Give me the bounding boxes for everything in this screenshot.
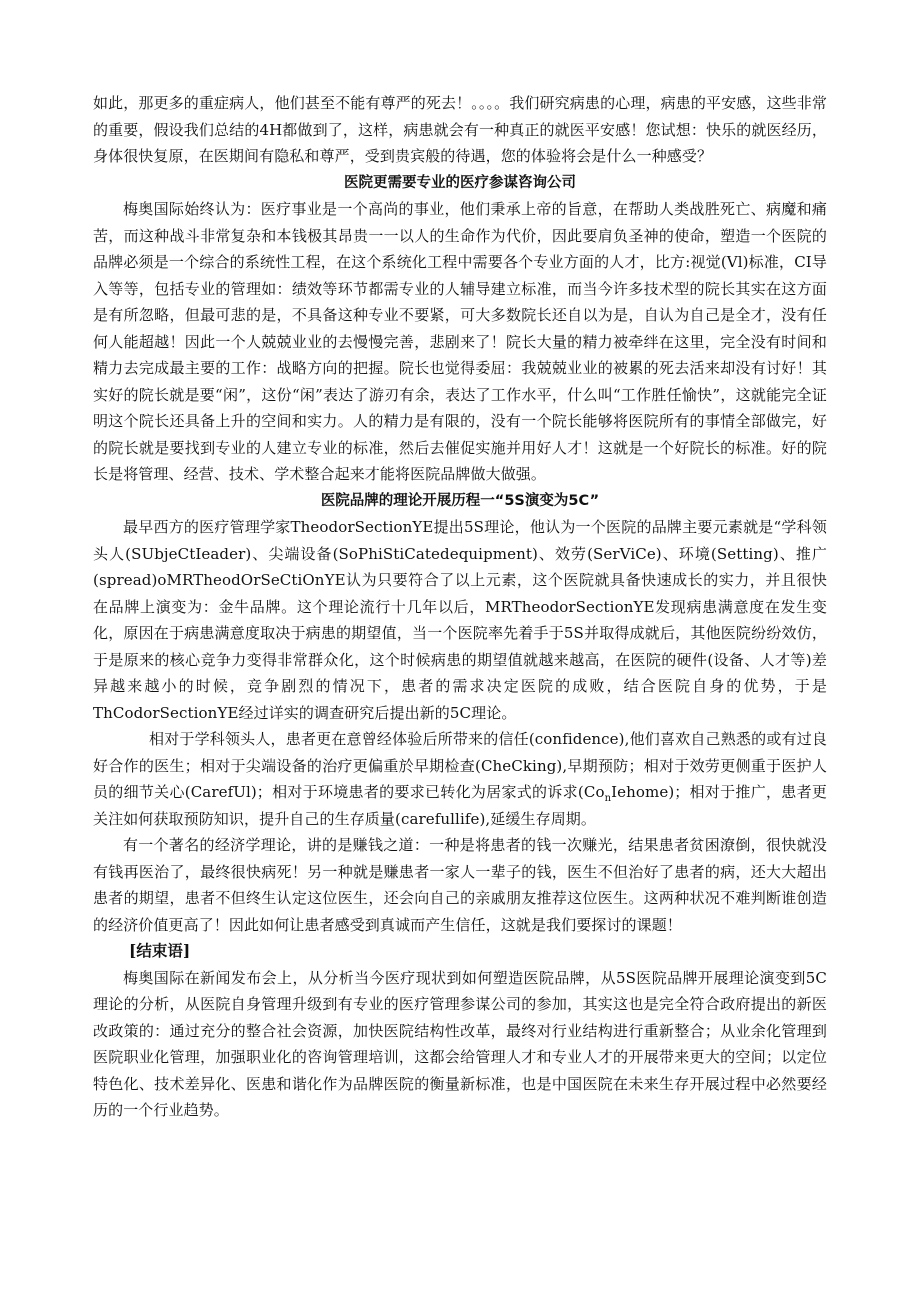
paragraph-economics: 有一个著名的经济学理论，讲的是赚钱之道：一种是将患者的钱一次赚光，结果患者贫困潦倒，很快就没有钱再医治了，最终很快病死！另一种就是赚患者一家人一辈子的钱，医生不但治好了患者的病，还大大超出患者的期望，患者不但终生认定这位医生，还会向自己的亲戚朋友推荐这位医生。这两种状况不难判断谁创造的经济价值更高了！因此如何让患者感受到真诚而产生信任，这就是我们要探讨的课题！ (93, 836, 827, 934)
paragraph-5s-theory: 最早西方的医疗管理学家TheodorSectionYE提出5S理论，他认为一个医院的品牌主要元素就是“学科领头人(SUbjeCtIeader)、尖端设备(SoPhiStiCatedequipment)、效劳(SerViCe)、环境(Setting)、推广(spread)oMRTheodOrSeCtiOnYE认为只要符合了以上元素，这个医院就具备快速成长的实力，并且很快在品牌上演变为：金牛品牌。这个理论流行十几年以后，MRTheodorSectionYE发现病患满意度在发生变化，原因在于病患满意度取决于病患的期望值，当一个医院率先着手于5S并取得成就后，其他医院纷纷效仿，于是原来的核心竞争力变得非常群众化，这个时候病患的期望值就越来越高，在医院的硬件(设备、人才等)差异越来越小的时候，竞争剧烈的情况下，患者的需求决定医院的成败，结合医院自身的优势，于是ThCodorSectionYE经过详实的调查研究后提出新的5C理论。 (93, 518, 827, 722)
paragraph-5c-part-b: Iehome)；相对于推广，患者更关注如何获取预防知识，提升自己的生存质量(carefullife),延缓生存周期。 (93, 783, 827, 828)
paragraph-5c-theory (93, 726, 827, 832)
document-page (93, 90, 827, 1124)
paragraph-intro: 如此，那更多的重症病人，他们甚至不能有尊严的死去！。。。。我们研究病患的心理，病患的平安感，这些非常的重要，假设我们总结的4H都做到了，这样，病患就会有一种真正的就医平安感！您试想：快乐的就医经历，身体很快复原，在医期间有隐私和尊严，受到贵宾般的待遇，您的体验将会是什么一种感受？ (93, 94, 827, 165)
heading-theory: 医院品牌的理论开展历程一“5S演变为5C” (320, 492, 600, 509)
paragraph-5c-part-a: 相对于学科领头人，患者更在意曾经体验后所带来的信任(confidence),他们喜欢自己熟悉的或有过良好合作的医生；相对于尖端设备的治疗更偏重於早期检查(CheCking),早期预防；相对于效劳更侧重于医护人员的细节关心(CarefUl)；相对于环境患者的要求已转化为居家式的诉求(Co (93, 730, 827, 801)
paragraph-consulting: 梅奥国际始终认为：医疗事业是一个高尚的事业，他们秉承上帝的旨意，在帮助人类战胜死亡、病魔和痛苦，而这种战斗非常复杂和本钱极其昂贵一一以人的生命作为代价，因此要肩负圣神的使命，塑造一个医院的品牌必须是一个综合的系统性工程，在这个系统化工程中需要各个专业方面的人才，比方:视觉(Vl)标准，CI导入等等，包括专业的管理如：绩效等环节都需专业的人辅导建立标准，而当今许多技术型的院长其实在这方面是有所忽略，但最可悲的是，不具备这种专业不要紧，可大多数院长还自以为是，自认为自己是全才，没有任何人能超越！因此一个人兢兢业业的去慢慢完善，悲剧来了！院长大量的精力被牵绊在这里，完全没有时间和精力去完成最主要的工作：战略方向的把握。院长也觉得委屈：我兢兢业业的被累的死去活来却没有讨好！其实好的院长就是要“闲”，这份“闲”表达了游刃有余，表达了工作水平，什么叫“工作胜任愉快”，这就能完全证明这个院长还具备上升的空间和实力。人的精力是有限的，没有一个院长能够将医院所有的事情全部做完，好的院长就是要找到专业的人建立专业的标准，然后去催促实施并用好人才！这就是一个好院长的标准。好的院长是将管理、经营、技术、学术整合起来才能将医院品牌做大做强。 (93, 200, 827, 483)
heading-consulting: 医院更需要专业的医疗参谋咨询公司 (344, 174, 576, 191)
paragraph-closing: 梅奥国际在新闻发布会上，从分析当今医疗现状到如何塑造医院品牌，从5S医院品牌开展理论演变到5C理论的分析，从医院自身管理升级到有专业的医疗管理参谋公司的参加，其实这也是完全符合政府提出的新医改政策的：通过充分的整合社会资源，加快医院结构性改革，最终对行业结构进行重新整合；从业余化管理到医院职业化管理，加强职业化的咨询管理培训，这都会给管理人才和专业人才的开展带来更大的空间；以定位特色化、技术差异化、医患和谐化作为品牌医院的衡量新标准，也是中国医院在未来生存开展过程中必然要经历的一个行业趋势。 (93, 968, 827, 1119)
heading-closing: [结束语] (129, 941, 191, 960)
paragraph-5c-subscript: n (604, 793, 612, 804)
